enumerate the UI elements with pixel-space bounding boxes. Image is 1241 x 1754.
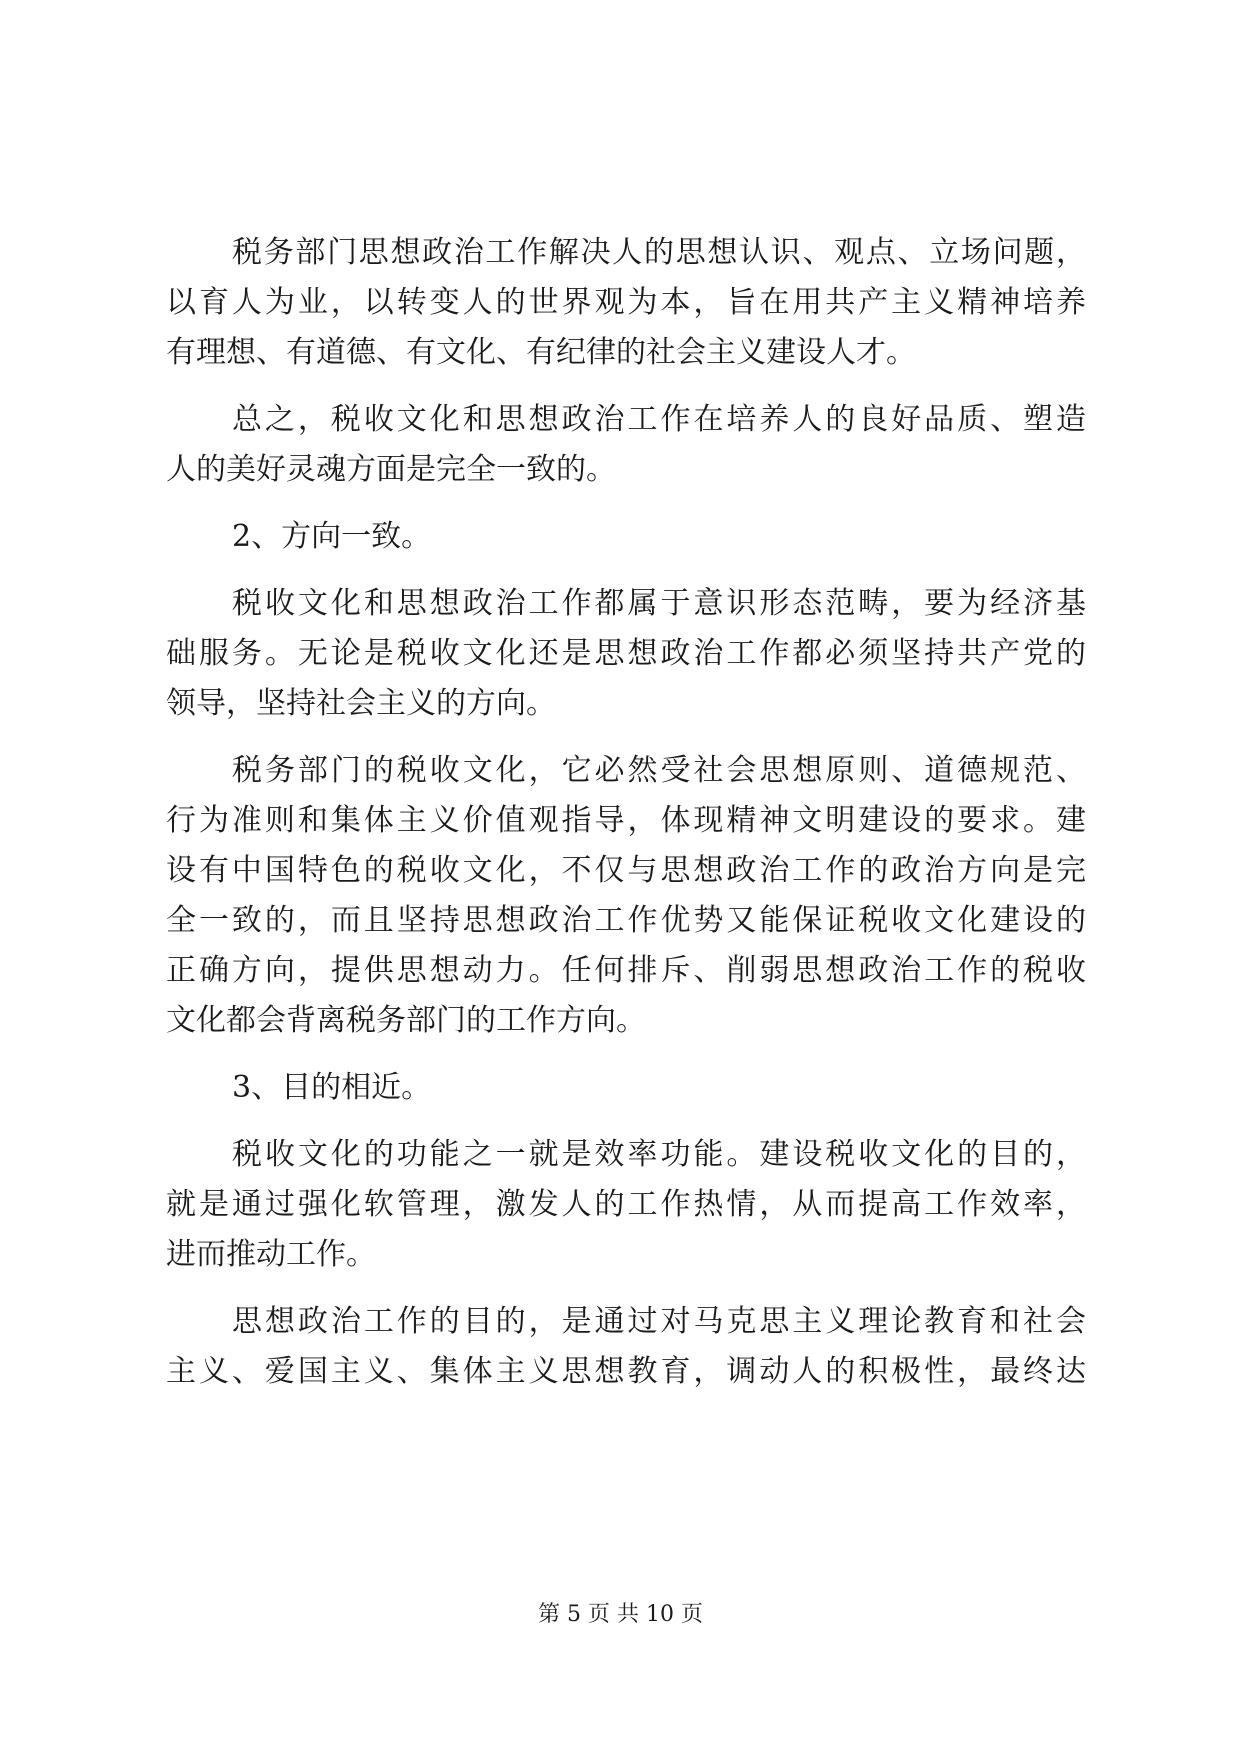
paragraph: [166, 395, 1086, 495]
text-line: 进而推动工作。: [166, 1237, 376, 1272]
text-line: 总之，税收文化和思想政治工作在培养人的良好品质、塑造: [232, 402, 1086, 437]
text-line: 设有中国特色的税收文化，不仅与思想政治工作的政治方向是完: [166, 853, 1086, 888]
paragraph: [166, 1130, 1086, 1280]
paragraph-gap: [166, 1046, 1086, 1063]
document-body: [166, 228, 1086, 1397]
paragraph: [166, 746, 1086, 1046]
paragraph: [166, 579, 1086, 729]
text-line: 3、目的相近。: [232, 1070, 432, 1105]
text-line: 正确方向，提供思想动力。任何排斥、削弱思想政治工作的税收: [166, 953, 1086, 988]
text-line: 思想政治工作的目的，是通过对马克思主义理论教育和社会: [232, 1304, 1086, 1339]
text-line: 行为准则和集体主义价值观指导，体现精神文明建设的要求。建: [166, 803, 1086, 838]
paragraph: [166, 228, 1086, 378]
text-line: 就是通过强化软管理，激发人的工作热情，从而提高工作效率，: [166, 1187, 1086, 1222]
page-footer: 第 5 页 共 10 页: [538, 1602, 703, 1627]
paragraph-gap: [166, 562, 1086, 579]
paragraph-gap: [166, 495, 1086, 512]
paragraph: [166, 1063, 1086, 1113]
text-line: 有理想、有道德、有文化、有纪律的社会主义建设人才。: [166, 335, 916, 370]
paragraph: [166, 512, 1086, 562]
text-line: 税收文化和思想政治工作都属于意识形态范畴，要为经济基: [232, 586, 1086, 621]
text-line: 全一致的，而且坚持思想政治工作优势又能保证税收文化建设的: [166, 903, 1086, 938]
text-line: 领导，坚持社会主义的方向。: [166, 686, 556, 721]
paragraph-gap: [166, 729, 1086, 746]
text-line: 人的美好灵魂方面是完全一致的。: [166, 452, 616, 487]
text-line: 税收文化的功能之一就是效率功能。建设税收文化的目的，: [232, 1137, 1086, 1172]
paragraph-gap: [166, 1280, 1086, 1297]
text-line: 以育人为业，以转变人的世界观为本，旨在用共产主义精神培养: [166, 285, 1086, 320]
paragraph-gap: [166, 378, 1086, 395]
text-line: 税务部门思想政治工作解决人的思想认识、观点、立场问题，: [232, 235, 1086, 270]
text-line: 税务部门的税收文化，它必然受社会思想原则、道德规范、: [232, 753, 1086, 788]
paragraph: [166, 1297, 1086, 1397]
text-line: 主义、爱国主义、集体主义思想教育，调动人的积极性，最终达: [166, 1354, 1086, 1389]
text-line: 础服务。无论是税收文化还是思想政治工作都必须坚持共产党的: [166, 636, 1086, 671]
paragraph-gap: [166, 1113, 1086, 1130]
text-line: 2、方向一致。: [232, 519, 432, 554]
text-line: 文化都会背离税务部门的工作方向。: [166, 1003, 646, 1038]
